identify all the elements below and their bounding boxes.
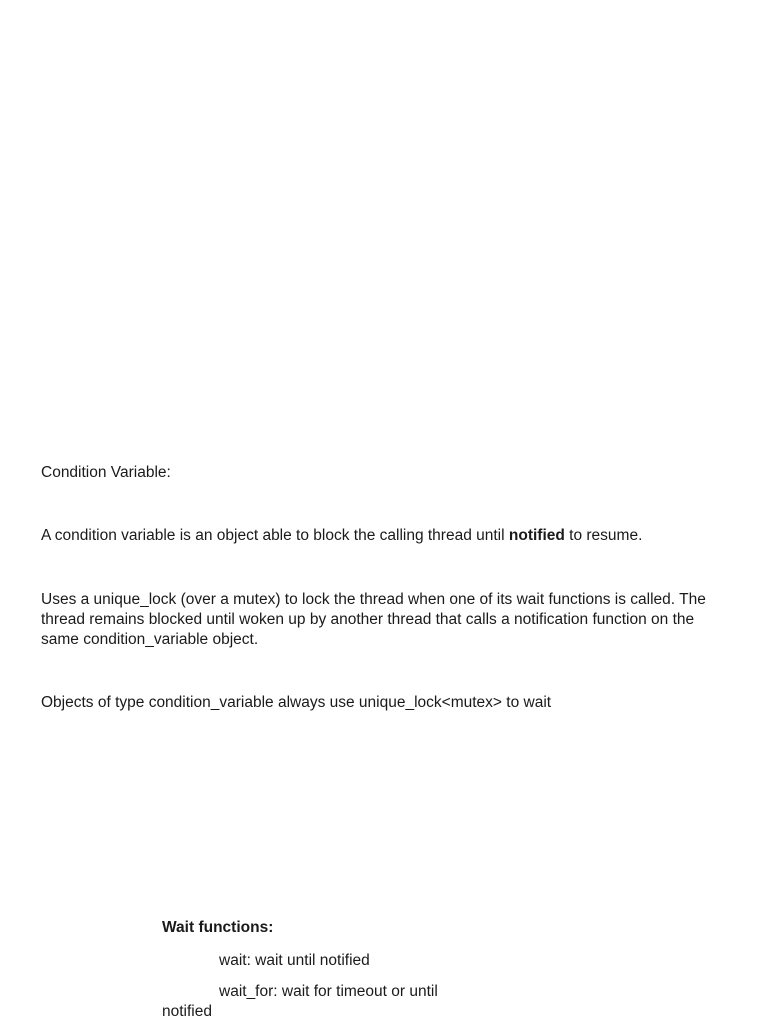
section-heading: Condition Variable: [41, 464, 171, 481]
paragraph-objects: Objects of type condition_variable always use unique_lock<mutex> to wait [41, 694, 552, 711]
wait-function-text: wait: wait until notified [219, 952, 370, 969]
wait-function-item [162, 982, 472, 1022]
paragraph-unique-lock: Uses a unique_lock (over a mutex) to lock the thread when one of its wait functions is called. The thread remains blocked until woken up by another thread that calls a notification function on the same condition_variable object. [41, 591, 706, 648]
paragraph-definition-end: to resume. [564, 527, 643, 544]
wait-functions-title: Wait functions: [162, 919, 274, 936]
notified-emphasis: notified [508, 527, 565, 544]
paragraph-definition [41, 526, 731, 546]
paragraph-definition-start: A condition variable is an object able to block the calling thread until [41, 527, 509, 544]
wait-function-item [162, 951, 472, 971]
wait-function-text: wait_for: wait for timeout or until notified [162, 983, 438, 1020]
